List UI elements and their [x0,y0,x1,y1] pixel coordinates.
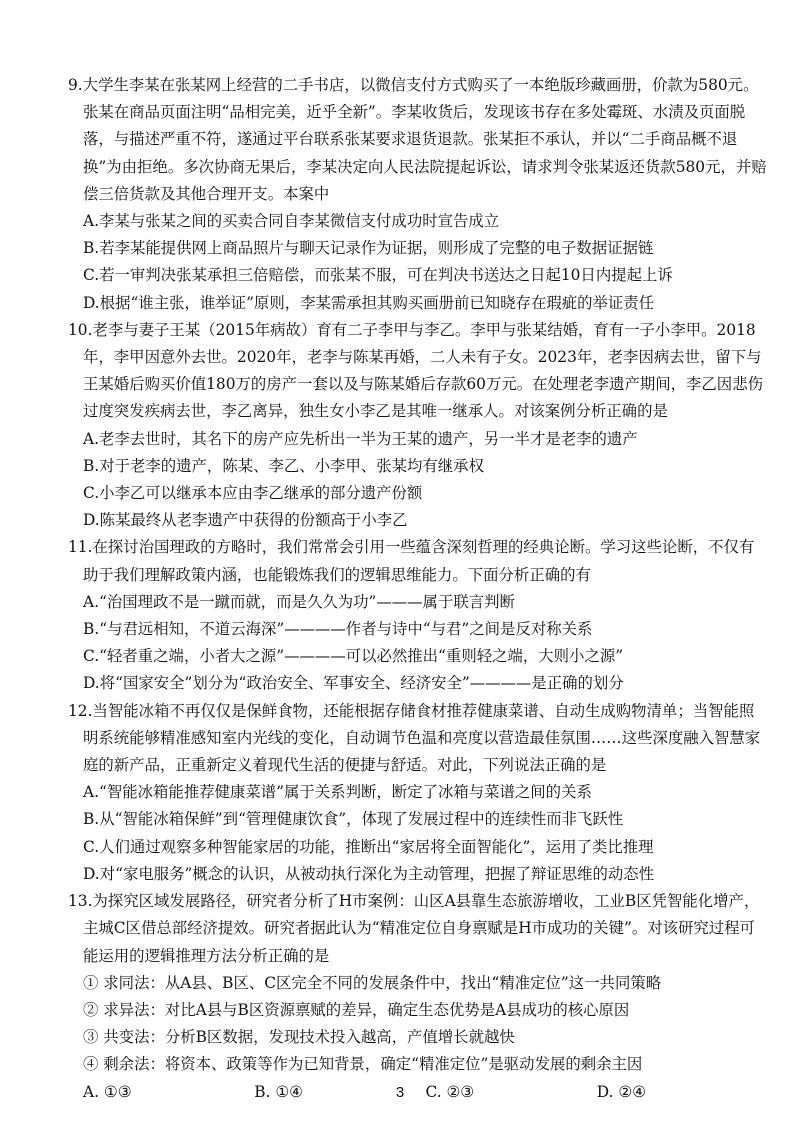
option-b: B.若李某能提供网上商品照片与聊天记录作为证据，则形成了完整的电子数据证据链 [83,239,654,258]
statement-3: ③ 共变法：分析B区数据，发现技术投入越高，产值增长就越快 [83,1028,515,1047]
choice-b: B. ①④ [254,1082,303,1101]
option-d: D.对“家电服务”概念的认识，从被动执行深化为主动管理，把握了辩证思维的动态性 [83,864,655,883]
option-a: A.“智能冰箱能推荐健康菜谱”属于关系判断，断定了冰箱与菜谱之间的关系 [83,783,592,802]
option-b: B.“与君远相知，不道云海深”————作者与诗中“与君”之间是反对称关系 [83,620,593,639]
question-9 [68,72,768,317]
question-stem: 9.大学生李某在张某网上经营的二手书店，以微信支付方式购买了一本绝版珍藏画册，价款为580元。张某在商品页面注明“品相完美，近乎全新”。李某收货后，发现该书存在多处霉斑、水渍及页面脱落，与描述严重不符，遂通过平台联系张某要求退货退款。张某拒不承认，并以“二手商品概不退换”为由拒绝。多次协商无果后，李某决定向人民法院提起诉讼，请求判令张某返还货款580元，并赔偿三倍货款及其他合理开支。本案中 [68,76,767,203]
question-stem: 13.为探究区域发展路径，研究者分析了H市案例：山区A县靠生态旅游增收，工业B区凭智能化增产，主城C区借总部经济提效。研究者据此认为“精准定位自身禀赋是H市成功的关键”。对该研究过程可能运用的逻辑推理方法分析正确的是 [68,892,760,965]
option-a: A.“治国理政不是一蹴而就，而是久久为功”———属于联言判断 [83,592,515,611]
question-13 [68,888,768,1106]
option-c: C.若一审判决张某承担三倍赔偿，而张某不服，可在判决书送达之日起10日内提起上诉 [83,266,673,285]
question-10 [68,317,768,535]
choice-a: A. ①③ [83,1082,132,1101]
choice-d: D. ②④ [596,1082,646,1101]
question-stem: 10.老李与妻子王某（2015年病故）育有二子李甲与李乙。李甲与张某结婚，育有一子小李甲。2018年，李甲因意外去世。2020年，老李与陈某再婚，二人未有子女。2023年，老李因病去世，留下与王某婚后购买价值180万的房产一套以及与陈某婚后存款60万元。在处理老李遗产期间，李乙因悲伤过度突发疾病去世，李乙离异，独生女小李乙是其唯一继承人。对该案例分析正确的是 [68,320,763,421]
option-b: B.从“智能冰箱保鲜”到“管理健康饮食”，体现了发展过程中的连续性而非飞跃性 [83,810,624,829]
exam-page [68,72,768,1106]
statement-1: ① 求同法：从A县、B区、C区完全不同的发展条件中，找出“精准定位”这一共同策略 [83,973,662,992]
option-d: D.陈某最终从老李遗产中获得的份额高于小李乙 [83,511,408,530]
page-number: 3 [395,1084,405,1101]
option-a: A.老李去世时，其名下的房产应先析出一半为王某的遗产，另一半才是老李的遗产 [83,429,638,448]
option-d: D.根据“谁主张，谁举证”原则，李某需承担其购买画册前已知晓存在瑕疵的举证责任 [83,293,655,312]
option-c: C.人们通过观察多种智能家居的功能，推断出“家居将全面智能化”，运用了类比推理 [83,837,654,856]
option-c: C.“轻者重之端，小者大之源”————可以必然推出“重则轻之端，大则小之源” [83,647,624,666]
option-c: C.小李乙可以继承本应由李乙继承的部分遗产份额 [83,484,423,503]
option-d: D.将“国家安全”划分为“政治安全、军事安全、经济安全”————是正确的划分 [83,674,624,693]
option-a: A.李某与张某之间的买卖合同自李某微信支付成功时宣告成立 [83,212,500,231]
choice-c: C. ②③ [425,1082,475,1101]
question-stem: 11.在探讨治国理政的方略时，我们常常会引用一些蕴含深刻哲理的经典论断。学习这些论断，不仅有助于我们理解政策内涵，也能锻炼我们的逻辑思维能力。下面分析正确的有 [68,538,755,584]
statement-4: ④ 剩余法：将资本、政策等作为已知背景，确定“精准定位”是驱动发展的剩余主因 [83,1055,643,1074]
option-b: B.对于老李的遗产，陈某、李乙、小李甲、张某均有继承权 [83,456,484,475]
question-12 [68,698,768,888]
statement-2: ② 求异法：对比A县与B区资源禀赋的差异，确定生态优势是A县成功的核心原因 [83,1000,630,1019]
question-11 [68,534,768,697]
question-stem: 12.当智能冰箱不再仅仅是保鲜食物，还能根据存储食材推荐健康菜谱、自动生成购物清单；当智能照明系统能够精准感知室内光线的变化，自动调节色温和亮度以营造最佳氛围……这些深度融入智慧家庭的新产品，正重新定义着现代生活的便捷与舒适。对此，下列说法正确的是 [68,701,761,775]
